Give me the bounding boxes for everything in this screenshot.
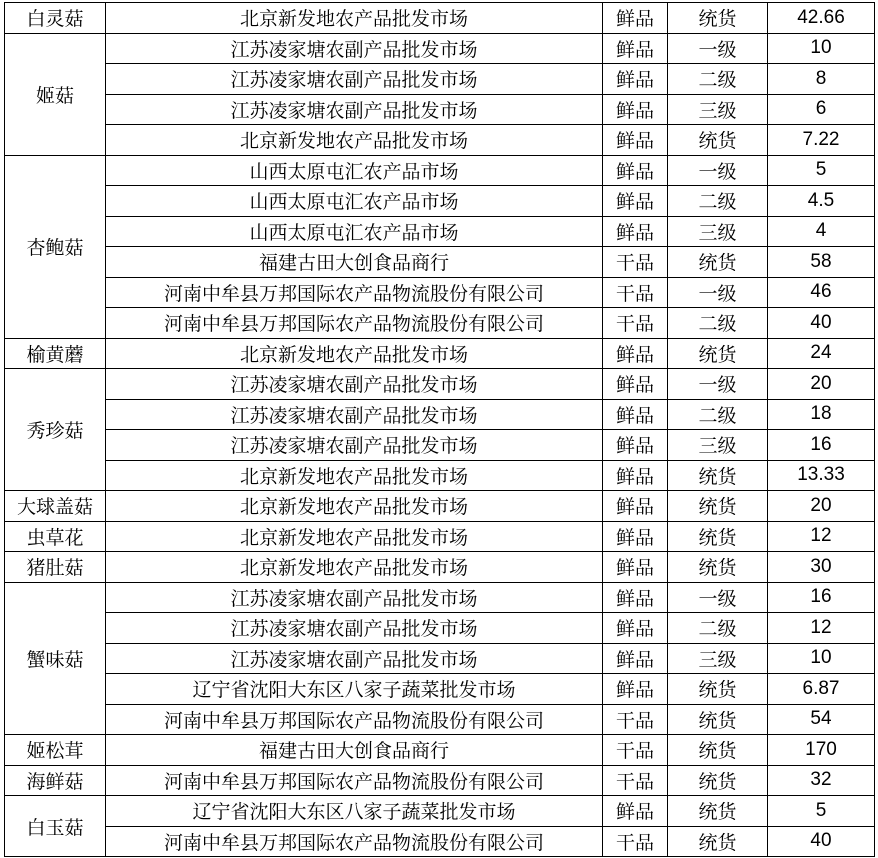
price-cell: 16 [768,430,875,461]
type-cell: 鲜品 [603,155,668,186]
grade-cell: 统货 [668,704,768,735]
variety-cell: 白玉菇 [5,796,106,857]
table-row [5,33,875,64]
grade-cell: 二级 [668,308,768,339]
variety-cell: 秀珍菇 [5,369,106,491]
table-row [5,64,875,95]
variety-cell: 虫草花 [5,521,106,552]
price-cell: 18 [768,399,875,430]
grade-cell: 统货 [668,521,768,552]
market-cell: 江苏凌家塘农副产品批发市场 [106,94,603,125]
table-row [5,277,875,308]
table-row [5,3,875,34]
type-cell: 鲜品 [603,643,668,674]
grade-cell: 统货 [668,3,768,34]
price-cell: 7.22 [768,125,875,156]
price-cell: 12 [768,613,875,644]
type-cell: 干品 [603,247,668,278]
grade-cell: 一级 [668,582,768,613]
price-cell: 54 [768,704,875,735]
price-cell: 30 [768,552,875,583]
type-cell: 鲜品 [603,613,668,644]
price-cell: 5 [768,155,875,186]
market-cell: 北京新发地农产品批发市场 [106,552,603,583]
variety-cell: 蟹味菇 [5,582,106,735]
market-cell: 江苏凌家塘农副产品批发市场 [106,399,603,430]
grade-cell: 一级 [668,33,768,64]
grade-cell: 统货 [668,125,768,156]
market-cell: 江苏凌家塘农副产品批发市场 [106,369,603,400]
table-row [5,399,875,430]
market-cell: 辽宁省沈阳大东区八家子蔬菜批发市场 [106,674,603,705]
table-row [5,216,875,247]
price-cell: 16 [768,582,875,613]
type-cell: 鲜品 [603,125,668,156]
market-cell: 福建古田大创食品商行 [106,735,603,766]
table-row [5,582,875,613]
grade-cell: 一级 [668,155,768,186]
type-cell: 鲜品 [603,552,668,583]
type-cell: 干品 [603,735,668,766]
type-cell: 鲜品 [603,674,668,705]
table-row [5,765,875,796]
table-row [5,704,875,735]
market-cell: 山西太原屯汇农产品市场 [106,155,603,186]
grade-cell: 一级 [668,277,768,308]
market-cell: 河南中牟县万邦国际农产品物流股份有限公司 [106,308,603,339]
price-cell: 5 [768,796,875,827]
grade-cell: 统货 [668,247,768,278]
market-cell: 山西太原屯汇农产品市场 [106,216,603,247]
price-cell: 12 [768,521,875,552]
market-cell: 北京新发地农产品批发市场 [106,125,603,156]
type-cell: 干品 [603,704,668,735]
grade-cell: 二级 [668,613,768,644]
table-row [5,552,875,583]
table-row [5,491,875,522]
type-cell: 鲜品 [603,33,668,64]
price-cell: 40 [768,826,875,857]
table-row [5,94,875,125]
grade-cell: 一级 [668,369,768,400]
market-cell: 北京新发地农产品批发市场 [106,3,603,34]
price-cell: 32 [768,765,875,796]
table-body [5,3,875,857]
grade-cell: 三级 [668,643,768,674]
market-cell: 福建古田大创食品商行 [106,247,603,278]
table-row [5,430,875,461]
grade-cell: 二级 [668,186,768,217]
price-cell: 58 [768,247,875,278]
grade-cell: 统货 [668,460,768,491]
type-cell: 鲜品 [603,64,668,95]
variety-cell: 大球盖菇 [5,491,106,522]
price-cell: 46 [768,277,875,308]
type-cell: 鲜品 [603,582,668,613]
type-cell: 干品 [603,308,668,339]
grade-cell: 三级 [668,430,768,461]
variety-cell: 猪肚菇 [5,552,106,583]
variety-cell: 白灵菇 [5,3,106,34]
table-row [5,247,875,278]
type-cell: 鲜品 [603,338,668,369]
price-cell: 4 [768,216,875,247]
grade-cell: 二级 [668,64,768,95]
type-cell: 鲜品 [603,399,668,430]
market-cell: 山西太原屯汇农产品市场 [106,186,603,217]
table-row [5,826,875,857]
variety-cell: 杏鲍菇 [5,155,106,338]
table-row [5,186,875,217]
grade-cell: 统货 [668,338,768,369]
variety-cell: 海鲜菇 [5,765,106,796]
type-cell: 鲜品 [603,491,668,522]
type-cell: 干品 [603,277,668,308]
type-cell: 鲜品 [603,521,668,552]
market-cell: 江苏凌家塘农副产品批发市场 [106,643,603,674]
type-cell: 干品 [603,765,668,796]
variety-cell: 姬松茸 [5,735,106,766]
grade-cell: 统货 [668,796,768,827]
market-cell: 江苏凌家塘农副产品批发市场 [106,430,603,461]
market-cell: 江苏凌家塘农副产品批发市场 [106,33,603,64]
grade-cell: 统货 [668,765,768,796]
type-cell: 鲜品 [603,94,668,125]
type-cell: 鲜品 [603,369,668,400]
price-cell: 13.33 [768,460,875,491]
grade-cell: 三级 [668,94,768,125]
type-cell: 鲜品 [603,186,668,217]
table-row [5,521,875,552]
market-cell: 河南中牟县万邦国际农产品物流股份有限公司 [106,826,603,857]
price-cell: 10 [768,33,875,64]
price-cell: 4.5 [768,186,875,217]
price-cell: 6 [768,94,875,125]
table-row [5,796,875,827]
market-cell: 北京新发地农产品批发市场 [106,460,603,491]
price-cell: 20 [768,491,875,522]
market-cell: 江苏凌家塘农副产品批发市场 [106,613,603,644]
grade-cell: 二级 [668,399,768,430]
price-cell: 42.66 [768,3,875,34]
table-row [5,125,875,156]
table-row [5,735,875,766]
type-cell: 鲜品 [603,460,668,491]
market-cell: 江苏凌家塘农副产品批发市场 [106,64,603,95]
market-cell: 江苏凌家塘农副产品批发市场 [106,582,603,613]
price-cell: 24 [768,338,875,369]
market-cell: 北京新发地农产品批发市场 [106,338,603,369]
price-cell: 40 [768,308,875,339]
table-row [5,155,875,186]
price-cell: 10 [768,643,875,674]
variety-cell: 姬菇 [5,33,106,155]
mushroom-price-table [4,2,875,857]
grade-cell: 三级 [668,216,768,247]
table-row [5,460,875,491]
grade-cell: 统货 [668,826,768,857]
grade-cell: 统货 [668,491,768,522]
variety-cell: 榆黄蘑 [5,338,106,369]
type-cell: 鲜品 [603,216,668,247]
type-cell: 干品 [603,826,668,857]
market-cell: 北京新发地农产品批发市场 [106,491,603,522]
grade-cell: 统货 [668,552,768,583]
table-row [5,338,875,369]
table-row [5,674,875,705]
price-cell: 20 [768,369,875,400]
grade-cell: 统货 [668,735,768,766]
market-cell: 辽宁省沈阳大东区八家子蔬菜批发市场 [106,796,603,827]
market-cell: 北京新发地农产品批发市场 [106,521,603,552]
type-cell: 鲜品 [603,796,668,827]
table-row [5,613,875,644]
type-cell: 鲜品 [603,3,668,34]
price-cell: 6.87 [768,674,875,705]
grade-cell: 统货 [668,674,768,705]
market-cell: 河南中牟县万邦国际农产品物流股份有限公司 [106,277,603,308]
market-cell: 河南中牟县万邦国际农产品物流股份有限公司 [106,704,603,735]
market-cell: 河南中牟县万邦国际农产品物流股份有限公司 [106,765,603,796]
price-cell: 8 [768,64,875,95]
type-cell: 鲜品 [603,430,668,461]
table-row [5,308,875,339]
price-cell: 170 [768,735,875,766]
table-row [5,643,875,674]
table-row [5,369,875,400]
